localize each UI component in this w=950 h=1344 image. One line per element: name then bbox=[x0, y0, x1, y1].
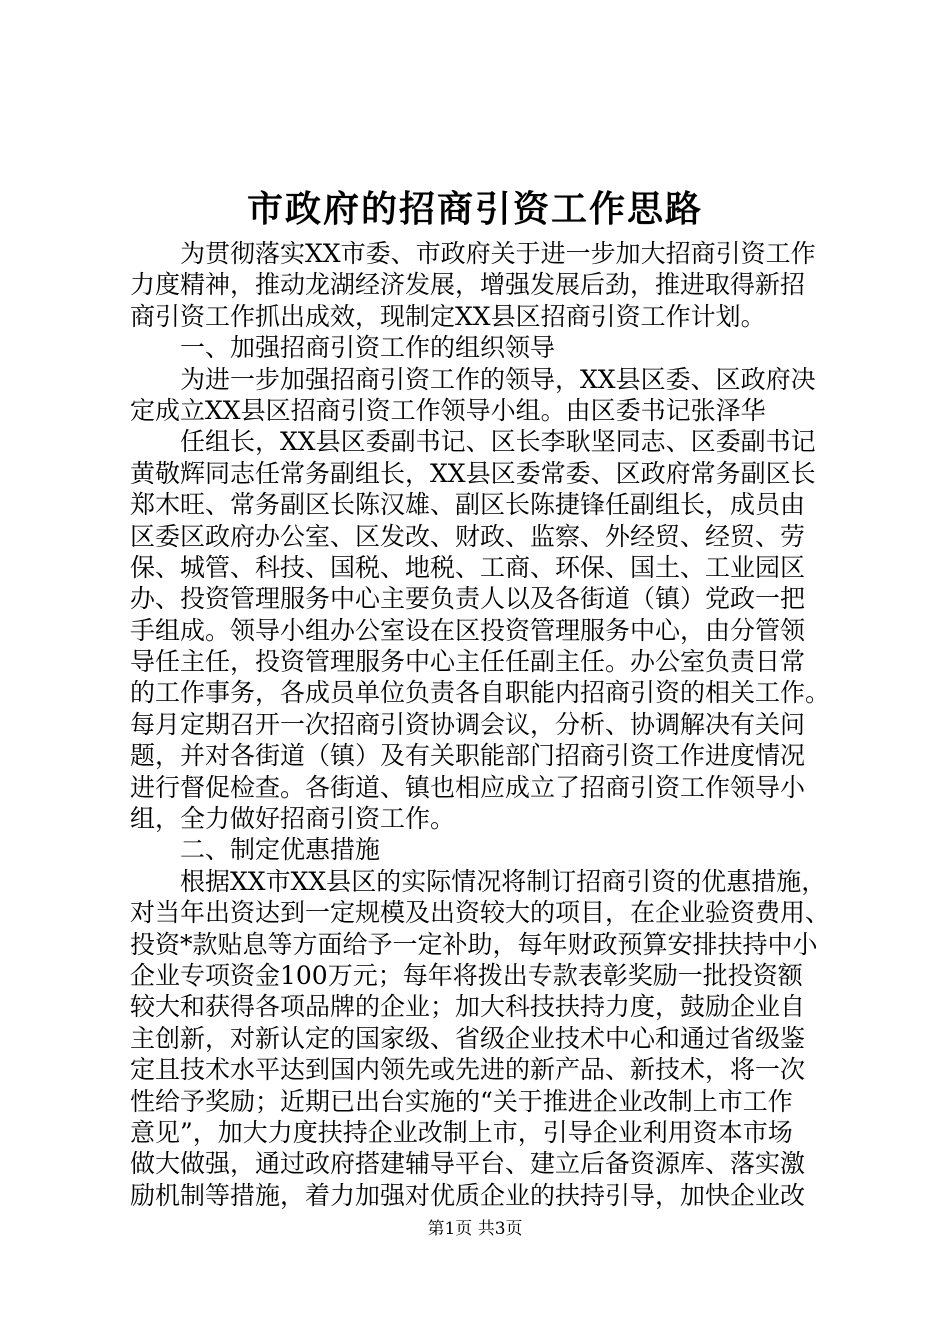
text-line: 为进一步加强招商引资工作的领导，XX县区委、区政府决 bbox=[180, 364, 816, 394]
text-line: 主创新，对新认定的国家级、省级企业技术中心和通过省级鉴 bbox=[130, 1023, 806, 1053]
text-line: 定且技术水平达到国内领先或先进的新产品、新技术，将一次 bbox=[130, 1055, 806, 1085]
text-line: 定成立XX县区招商引资工作领导小组。由区委书记张泽华 bbox=[130, 395, 766, 425]
text-line: 商引资工作抓出成效，现制定XX县区招商引资工作计划。 bbox=[130, 301, 766, 331]
text-line: 保、城管、科技、国税、地税、工商、环保、国土、工业园区 bbox=[130, 552, 806, 582]
text-line: 郑木旺、常务副区长陈汉雄、副区长陈捷锋任副组长，成员由 bbox=[130, 490, 806, 520]
text-line: 任组长，XX县区委副书记、区长李耿坚同志、区委副书记 bbox=[180, 427, 816, 457]
text-line: 进行督促检查。各街道、镇也相应成立了招商引资工作领导小 bbox=[130, 772, 806, 802]
text-line: 性给予奖励；近期已出台实施的“关于推进企业改制上市工作 bbox=[130, 1086, 793, 1116]
text-line: 对当年出资达到一定规模及出资较大的项目，在企业验资费用、 bbox=[130, 898, 831, 928]
text-line: 的工作事务，各成员单位负责各自职能内招商引资的相关工作。 bbox=[130, 678, 831, 708]
text-line: 较大和获得各项品牌的企业；加大科技扶持力度，鼓励企业自 bbox=[130, 992, 806, 1022]
text-line: 二、制定优惠措施 bbox=[180, 835, 381, 865]
text-line: 力度精神，推动龙湖经济发展，增强发展后劲，推进取得新招 bbox=[130, 270, 806, 300]
text-line: 组，全力做好招商引资工作。 bbox=[130, 804, 456, 834]
text-line: 励机制等措施，着力加强对优质企业的扶持引导，加快企业改 bbox=[130, 1180, 806, 1210]
page-footer: 第1页 共3页 bbox=[427, 1219, 523, 1239]
text-line: 题，并对各街道（镇）及有关职能部门招商引资工作进度情况 bbox=[130, 741, 806, 771]
text-line: 为贯彻落实XX市委、市政府关于进一步加大招商引资工作 bbox=[180, 239, 816, 268]
text-line: 意见”，加大力度扶持企业改制上市，引导企业利用资本市场 bbox=[130, 1117, 793, 1147]
text-line: 每月定期召开一次招商引资协调会议，分析、协调解决有关问 bbox=[130, 709, 806, 739]
text-line: 区委区政府办公室、区发改、财政、监察、外经贸、经贸、劳 bbox=[130, 521, 806, 551]
text-line: 投资*款贴息等方面给予一定补助，每年财政预算安排扶持中小 bbox=[130, 929, 818, 959]
text-line: 手组成。领导小组办公室设在区投资管理服务中心，由分管领 bbox=[130, 615, 806, 645]
text-line: 黄敬辉同志任常务副组长，XX县区委常委、区政府常务副区长 bbox=[130, 458, 816, 488]
document-title: 市政府的招商引资工作思路 bbox=[246, 188, 703, 230]
text-line: 企业专项资金100万元；每年将拨出专款表彰奖励一批投资额 bbox=[130, 960, 803, 990]
text-line: 一、加强招商引资工作的组织领导 bbox=[180, 333, 556, 363]
text-line: 导任主任，投资管理服务中心主任任副主任。办公室负责日常 bbox=[130, 647, 806, 677]
text-line: 做大做强，通过政府搭建辅导平台、建立后备资源库、落实激 bbox=[130, 1149, 806, 1179]
document-body bbox=[130, 238, 830, 1211]
text-line: 办、投资管理服务中心主要负责人以及各街道（镇）党政一把 bbox=[130, 584, 806, 614]
text-line: 根据XX市XX县区的实际情况将制订招商引资的优惠措施， bbox=[180, 866, 827, 896]
